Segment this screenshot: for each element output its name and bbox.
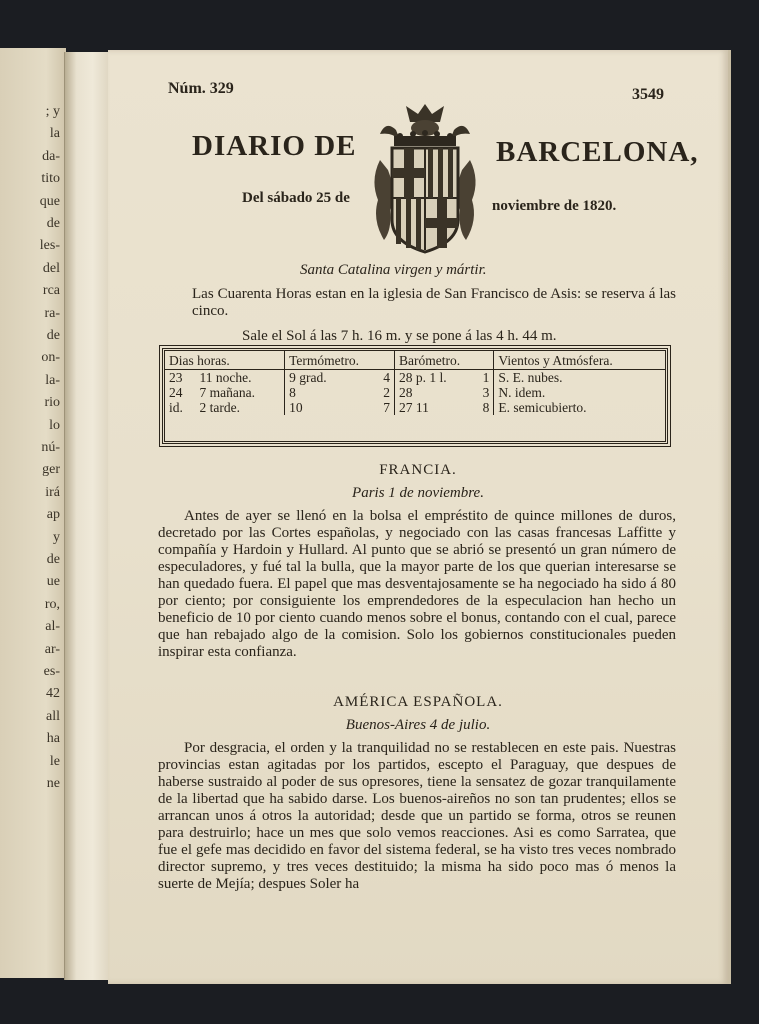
date-right: noviembre de 1820. [492,198,617,214]
cuarenta-horas-notice: Las Cuarenta Horas estan en la iglesia de San Francisco de Asis: se reserva á las cinco. [192,286,676,319]
left-page-fragment: y [53,529,60,545]
weather-table-header [165,351,665,370]
cell-thermometer: 8 [285,385,368,400]
cell-barometer: 28 p. 1 l. [394,370,472,386]
section-heading-america: AMÉRICA ESPAÑOLA. [333,694,503,710]
left-page-fragment: la [49,126,60,142]
left-page-fragment: de [46,552,60,567]
cell-thermometer-fraction: 7 [383,400,390,415]
cell-day: id. [169,400,183,415]
left-page-fragment: ar- [44,641,60,657]
left-page-fragment: rio [44,395,60,411]
left-page-edge [0,48,66,978]
dateline-paris: Paris 1 de noviembre. [352,485,484,501]
cell-thermometer-fraction: 4 [383,370,390,385]
left-page-fragment: da- [42,148,60,164]
cell-barometer-fraction: 1 [482,370,490,385]
left-page-fragment: le [49,753,60,769]
left-page-fragment: on- [41,350,60,366]
cell-hour: 2 tarde. [199,400,240,415]
left-page-fragment: de [46,328,60,343]
left-page-fragment: es- [43,664,60,679]
left-page-fragment: lo [49,417,60,433]
cell-wind: S. E. nubes. [494,370,665,386]
left-page-fragment: ap [46,507,60,523]
col-barometer: Barómetro. [394,351,493,370]
cell-thermometer: 10 [285,400,368,415]
left-page-fragment: les- [39,238,60,254]
cell-barometer-fraction: 3 [482,385,490,400]
col-days-hours: Dias horas. [165,351,285,370]
article-francia: Antes de ayer se llenó en la bolsa el empréstito de quince millones de duros, decretado por las Cortes españolas, y negociado con las casas francesas Laffitte y compañía y Hardoin y Hullard. Al punto que se abrió se presentó un gran número de especuladores, y fué tal la bulla, que la mayor parte de los que querian interesarse se han quedado fuera. El papel que mas desventajosamente se ha negociado ha sido á 80 por ciento; por consiguiente los emprendedores de la especulacion han hecho un beneficio de 10 por ciento cuando menos sobre el bonus, contando con el cual, parece que han rebajado algo de la comision. Solo los gobiernos constitucionales pueden inspirar esta confianza. [158,508,676,660]
col-thermometer: Termómetro. [285,351,395,370]
left-page-fragment: tito [41,171,60,187]
cell-wind: N. idem. [494,385,665,400]
left-page-fragment: nú- [41,440,60,455]
left-page-fragment: all [46,708,60,724]
left-page-fragment: ha [46,731,60,747]
left-page-fragment: ; y [45,104,60,119]
left-page-fragment: al- [45,619,60,635]
cell-barometer: 27 11 [394,400,472,415]
saint-of-day: Santa Catalina virgen y mártir. [300,262,487,278]
book-gutter [64,52,111,980]
masthead-title-left: DIARIO DE [192,130,357,162]
table-row [165,370,665,386]
left-page-fragment: ra- [44,305,60,321]
page-number: 3549 [632,86,664,103]
cell-barometer-fraction: 8 [482,400,490,415]
cell-thermometer: 9 grad. [285,370,368,386]
issue-number: Núm. 329 [168,80,234,97]
dateline-buenos-aires: Buenos-Aires 4 de julio. [345,717,491,733]
left-page-fragment: la- [45,372,60,388]
article-america: Por desgracia, el orden y la tranquilidad no se restablecen en este pais. Nuestras provincias estan agitadas por los partidos, escepto el Paraguay, que despues de haberse sustraido al poder de sus opresores, tiene la sensatez de gozar tranquilamente de la libertad que ha sabido darse. Los buenos-aireños no son tan prudentes; ellos se arrancan unos á otros la autoridad; desde que un partido se forma, otros se reunen para destruirlo; hace un mes que solo vemos reacciones. Asi es como Sarratea, que fue el gefe mas decidido en favor del sistema federal, se ha visto tres veces nombrado director supremo, y tres veces destituido; la misma ha sido poco mas ó menos la suerte de Mejía; despues Soler ha [158,740,676,892]
cell-day: 23 [169,370,183,385]
col-winds-atmosphere: Vientos y Atmósfera. [494,351,665,370]
cell-barometer: 28 [394,385,472,400]
left-page-fragment: ne [46,776,60,791]
cell-hour: 7 mañana. [199,385,255,400]
table-row [165,400,665,415]
left-page-fragment: ger [42,462,60,478]
left-page-fragment: ro, [44,596,60,612]
left-page-fragment: irá [45,484,60,500]
left-page-fragment: que [39,193,60,209]
cell-hour: 11 noche. [199,370,252,385]
barcelona-coat-of-arms-icon [366,100,484,256]
sunrise-sunset: Sale el Sol á las 7 h. 16 m. y se pone á las 4 h. 44 m. [242,328,557,344]
masthead-title-right: BARCELONA, [496,136,699,168]
left-page-fragment: de [46,216,60,231]
left-page-fragment: 42 [46,686,60,702]
weather-table [162,348,668,444]
left-page-fragment: ue [46,574,60,590]
section-heading-francia: FRANCIA. [379,462,457,478]
cell-day: 24 [169,385,183,400]
table-row [165,385,665,400]
left-page-fragment: del [42,260,60,276]
date-left: Del sábado 25 de [242,190,350,206]
cell-thermometer-fraction: 2 [383,385,390,400]
cell-wind: E. semicubierto. [494,400,665,415]
left-page-fragment: rca [42,283,60,299]
newspaper-page [108,50,731,984]
